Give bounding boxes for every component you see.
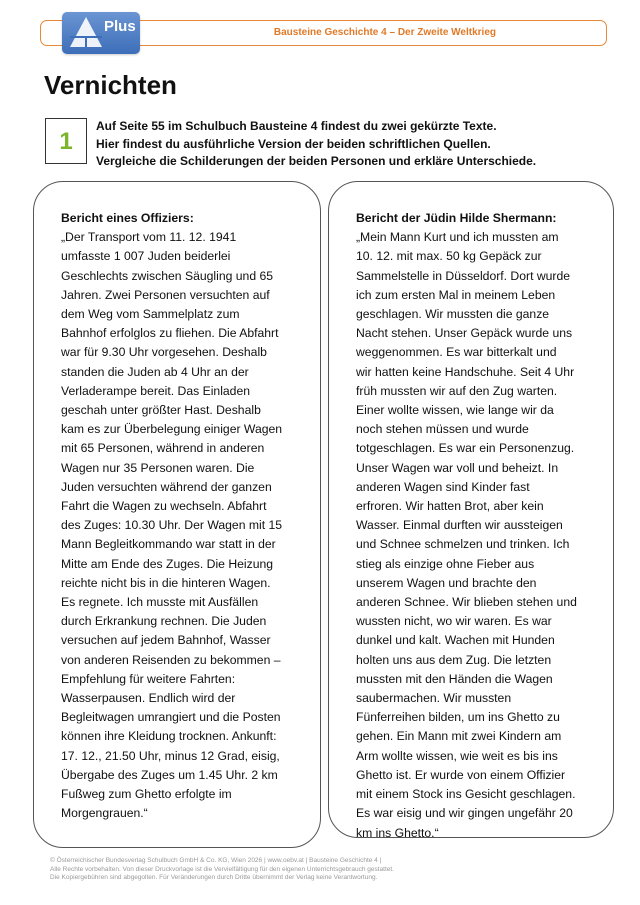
report-line: wir hatten keine Handschuhe. Seit 4 Uhr — [356, 364, 575, 379]
report-line: Fahrt die Wagen zu wechseln. Abfahrt — [61, 499, 267, 514]
report-line: Wasserpausen. Endlich wird der — [61, 691, 236, 706]
report-line: stieg als einzige ohne Fieber aus — [356, 556, 535, 571]
report-line: Übergabe des Zuges um 1.45 Uhr. 2 km — [61, 767, 278, 782]
officer-report-title: Bericht eines Offiziers: — [61, 211, 194, 225]
report-line: kam es zur Überbelegung einiger Wagen — [61, 422, 283, 437]
report-line: unserem Wagen und brachte den — [356, 575, 537, 590]
report-line: Fünferreihen bilden, um ins Ghetto zu — [356, 710, 560, 725]
report-line: gehen. Ein Mann mit zwei Kindern am — [356, 729, 562, 744]
report-line: Mann Begleitkommando war statt in der — [61, 537, 276, 552]
report-line: dem Weg vom Sammelplatz zum — [61, 307, 240, 322]
report-line: und Schnee schmelzen und trinken. Ich — [356, 537, 570, 552]
task-number: 1 — [59, 128, 73, 155]
task-line: Hier findest du ausführliche Version der beiden schriftlichen Quellen. — [96, 136, 491, 151]
report-line: Wagen nur 35 Personen waren. Die — [61, 460, 255, 475]
report-line: mit einem Stock ins Gesicht geschlagen. — [356, 787, 576, 802]
report-line: 17. 12., 21.50 Uhr, minus 12 Grad, eisig, — [61, 748, 280, 763]
report-line: Morgengrauen.“ — [61, 806, 148, 821]
report-line: Begleitwagen umrangiert und die Posten — [61, 710, 281, 725]
shermann-report-box — [328, 181, 614, 838]
report-line: von anderen Reisenden zu bekommen – — [61, 652, 281, 667]
report-line: versuchen auf jedem Bahnhof, Wasser — [61, 633, 271, 648]
task-number-box — [45, 118, 87, 164]
report-line: noch stehen müssen und wurde — [356, 422, 529, 437]
page-title: Vernichten — [44, 70, 177, 100]
report-line: standen die Juden ab 4 Uhr an der — [61, 364, 249, 379]
report-line: holten uns aus dem Zug. Die letzten — [356, 652, 552, 667]
footer-line: Die Kopiergebühren sind abgegolten. Für Veränderungen durch Dritte übernimmt der Verlag keine Verantwortung. — [50, 874, 378, 881]
report-line: weggenommen. Es war bitterkalt und — [356, 345, 557, 360]
report-line: Einer wollte wissen, wie lange wir da — [356, 403, 554, 418]
report-line: umfasste 1 007 Juden beiderlei — [61, 249, 231, 264]
report-line: „Der Transport vom 11. 12. 1941 — [61, 230, 237, 245]
report-line: Empfehlung für weitere Fahrten: — [61, 671, 236, 686]
report-line: anderen Schnee. Wir blieben stehen und — [356, 595, 577, 610]
report-line: können ihre Kleidung trocknen. Ankunft: — [61, 729, 277, 744]
report-line: wussten nicht, wo wir waren. Es war — [356, 614, 552, 629]
shermann-report-text — [356, 228, 577, 843]
report-line: Geschlechts zwischen Säugling und 65 — [61, 268, 274, 283]
logo-text: Plus — [104, 18, 136, 35]
shermann-report-content — [356, 209, 577, 843]
plus-logo — [62, 12, 140, 54]
report-line: Es regnete. Ich musste mit Ausfällen — [61, 595, 259, 610]
task-line: Vergleiche die Schilderungen der beiden Personen und erkläre Unterschiede. — [96, 154, 537, 168]
report-line: km ins Ghetto.“ — [356, 825, 439, 840]
shermann-report-title: Bericht der Jüdin Hilde Shermann: — [356, 211, 557, 225]
series-title: Bausteine Geschichte 4 – Der Zweite Weltkrieg — [273, 27, 496, 38]
report-line: mit 65 Personen, während in anderen — [61, 441, 265, 456]
task-instructions — [96, 118, 566, 171]
report-line: saubermachen. Wir mussten — [356, 691, 512, 706]
report-line: Ghetto ist. Er wurde von einem Offizier — [356, 767, 566, 782]
report-line: Nacht stehen. Unser Gepäck wurde uns — [356, 326, 573, 341]
report-line: war für 9.30 Uhr vorgesehen. Deshalb — [61, 345, 267, 360]
report-line: Arm wollte wissen, wie weit es bis ins — [356, 748, 558, 763]
report-line: durch Erkrankung rechnen. Die Juden — [61, 614, 267, 629]
copyright-footer — [50, 857, 470, 883]
report-line: 10. 12. mit max. 50 kg Gepäck zur — [356, 249, 542, 264]
report-line: „Mein Mann Kurt und ich mussten am — [356, 230, 559, 245]
report-line: des Zuges: 10.30 Uhr. Der Wagen mit 15 — [61, 518, 283, 533]
task-line: Auf Seite 55 im Schulbuch Bausteine 4 findest du zwei gekürzte Texte. — [96, 119, 497, 133]
officer-report-box — [33, 181, 321, 848]
report-line: Unser Wagen war voll und beheizt. In — [356, 460, 559, 475]
report-line: geschah unter größter Hast. Deshalb — [61, 403, 261, 418]
report-line: Jahren. Zwei Personen versuchten auf — [61, 287, 270, 302]
report-line: früh mussten wir auf den Zug warten. — [356, 383, 558, 398]
triangle-logo-icon — [68, 15, 104, 49]
report-line: anderen Wagen sind Kinder fast — [356, 479, 530, 494]
report-line: dunkel und kalt. Wachen mit Hunden — [356, 633, 555, 648]
report-line: Es war eisig und wir gingen ungefähr 20 — [356, 806, 573, 821]
footer-line: Alle Rechte vorbehalten. Von dieser Druckvorlage ist die Vervielfältigung für den eigenen Unterrichtsgebrauch gestattet. — [50, 865, 394, 873]
report-line: Verladerampe bereit. Das Einladen — [61, 383, 251, 398]
report-line: Sammelstelle in Düsseldorf. Dort wurde — [356, 268, 571, 283]
officer-report-content — [61, 209, 282, 824]
report-line: Fußweg zum Ghetto erfolgte im — [61, 787, 232, 802]
report-line: erfroren. Wir hatten Brot, aber kein — [356, 499, 544, 514]
report-line: ich zum ersten Mal in meinem Leben — [356, 287, 556, 302]
report-line: Juden versuchten während der ganzen — [61, 479, 272, 494]
report-line: reichte nicht bis in die hinteren Wagen. — [61, 575, 271, 590]
report-line: totgeschlagen. Es war ein Personenzug. — [356, 441, 575, 456]
report-line: mussten mit den Händen die Wagen — [356, 671, 553, 686]
report-line: Mitte am Ende des Zuges. Die Heizung — [61, 556, 274, 571]
report-line: geschlagen. Wir mussten die ganze — [356, 307, 550, 322]
footer-line: © Österreichischer Bundesverlag Schulbuch GmbH & Co. KG, Wien 2026 | www.oebv.at | Bausteine Geschichte 4 | — [50, 857, 382, 864]
report-line: Wasser. Einmal durften wir aussteigen — [356, 518, 563, 533]
report-line: Bahnhof erfolglos zu fliehen. Die Abfahrt — [61, 326, 279, 341]
officer-report-text — [61, 228, 282, 823]
